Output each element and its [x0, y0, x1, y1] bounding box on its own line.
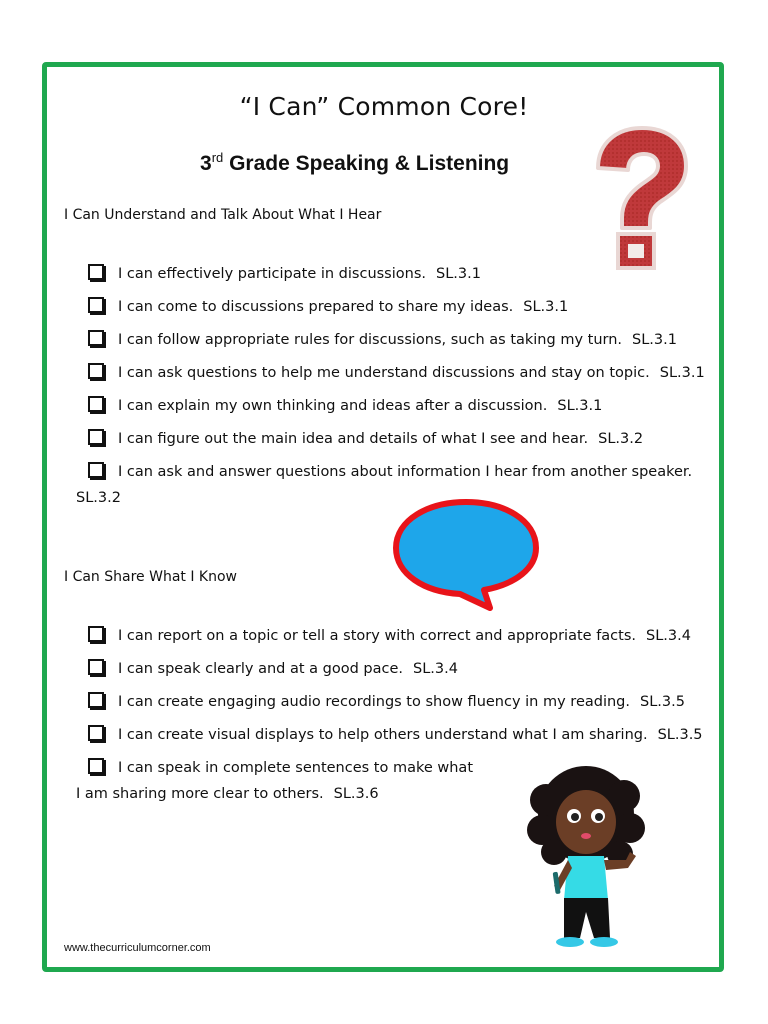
- checkbox-icon[interactable]: [88, 396, 104, 412]
- grade-number: 3: [200, 152, 212, 175]
- list-item: I can report on a topic or tell a story with correct and appropriate facts. SL.3.4: [88, 626, 691, 646]
- list-item: I can effectively participate in discussions. SL.3.1: [88, 264, 481, 284]
- section-heading-understand: I Can Understand and Talk About What I Hear: [64, 207, 382, 223]
- list-item: I can follow appropriate rules for discussions, such as taking my turn. SL.3.1: [88, 330, 677, 350]
- page-subtitle: [200, 150, 509, 176]
- grade-suffix: rd: [211, 150, 224, 165]
- question-mark-icon: [588, 124, 692, 276]
- checkbox-icon[interactable]: [88, 330, 104, 346]
- list-item: I can create engaging audio recordings to show fluency in my reading. SL.3.5: [88, 692, 685, 712]
- girl-illustration: [524, 760, 654, 956]
- list-item: I can ask and answer questions about information I hear from another speaker. SL.3.2: [76, 464, 693, 506]
- checkbox-icon[interactable]: [88, 626, 104, 642]
- checkbox-icon[interactable]: [88, 429, 104, 445]
- list-item: I can speak in complete sentences to make what I am sharing more clear to others. SL.3.6: [76, 760, 474, 802]
- checkbox-icon[interactable]: [88, 297, 104, 313]
- speech-bubble-icon: [388, 496, 544, 616]
- list-item: I can explain my own thinking and ideas after a discussion. SL.3.1: [88, 396, 602, 416]
- list-item: I can speak clearly and at a good pace. SL.3.4: [88, 659, 458, 679]
- list-item: I can come to discussions prepared to share my ideas. SL.3.1: [88, 297, 568, 317]
- list-item: I can ask questions to help me understand discussions and stay on topic. SL.3.1: [88, 363, 705, 383]
- checkbox-icon[interactable]: [88, 692, 104, 708]
- list-item: I can figure out the main idea and details of what I see and hear. SL.3.2: [88, 429, 643, 449]
- checkbox-icon[interactable]: [88, 725, 104, 741]
- checkbox-icon[interactable]: [88, 462, 104, 478]
- checkbox-icon[interactable]: [88, 758, 104, 774]
- checkbox-icon[interactable]: [88, 659, 104, 675]
- checkbox-icon[interactable]: [88, 363, 104, 379]
- checkbox-icon[interactable]: [88, 264, 104, 280]
- section-heading-share: I Can Share What I Know: [64, 569, 237, 585]
- grade-title: Grade Speaking & Listening: [223, 152, 510, 175]
- list-item: I can create visual displays to help others understand what I am sharing. SL.3.5: [88, 725, 703, 745]
- page-title: “I Can” Common Core!: [239, 92, 529, 121]
- footer-url[interactable]: www.thecurriculumcorner.com: [64, 942, 211, 954]
